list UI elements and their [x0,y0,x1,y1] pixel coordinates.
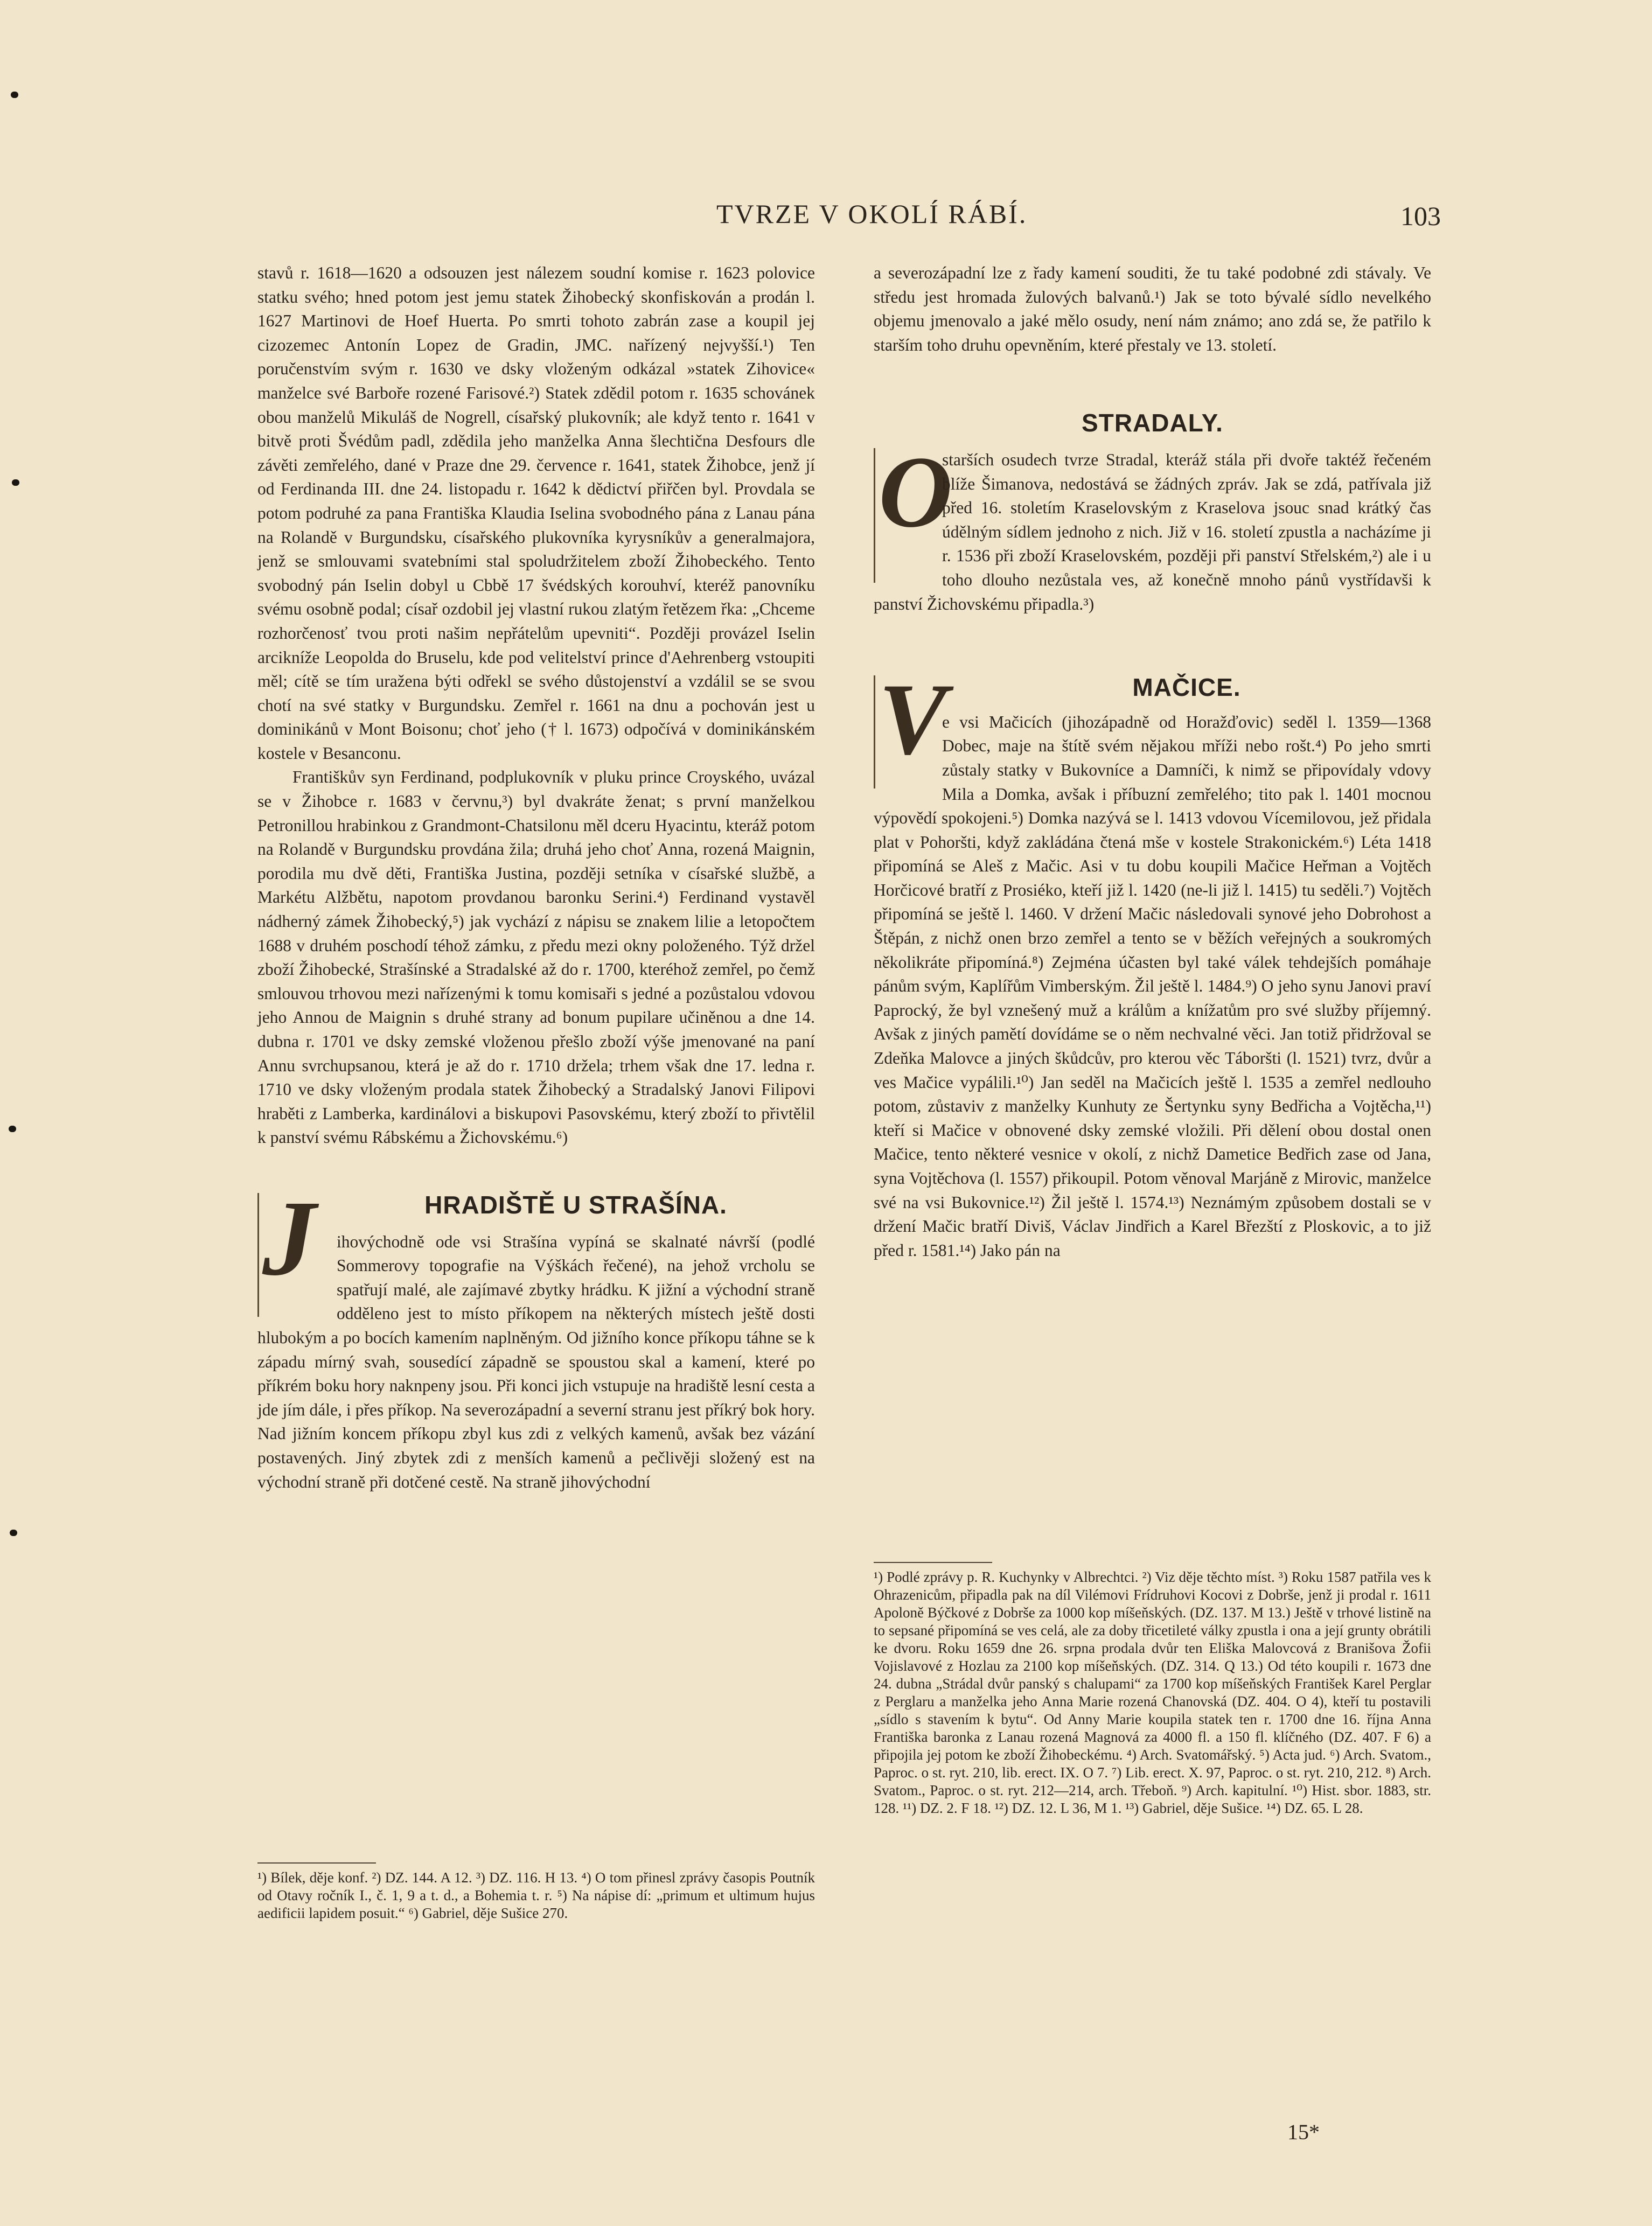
paragraph-hradiste-cont: a severozápadní lze z řady kamení souditi, že tu také podobné zdi stávaly. Ve středu jest hromada žulových balvanů.¹) Jak se toto bývalé sídlo nevelkého objemu jmenovalo a jaké mělo osudy, není nám známo; ano zdá se, že patřilo k starším toho druhu opevněním, které přestaly ve 13. století. [874,263,1431,354]
right-column [874,261,1431,1262]
margin-speck [12,479,19,486]
left-column [257,261,815,1494]
page-header [0,198,1652,231]
footnote-rule [874,1562,992,1563]
dropcap-letter: O [874,448,932,583]
margin-speck [11,92,18,98]
footnotes-left: ¹) Bílek, děje konf. ²) DZ. 144. A 12. ³) DZ. 116. H 13. ⁴) O tom přinesl zprávy časopis Poutník od Otavy ročník I., č. 1, 9 a t. d., a Bohemia t. r. ⁵) Na nápise dí: „primum et ultimum hujus aedificii lapidem posuit.“ ⁶) Gabriel, děje Sušice 270. [257,1869,815,1921]
paragraph-stradaly: starších osudech tvrze Stradal, kteráž stála při dvoře taktéž řečeném blíže Šimanova, nedostává se žádných zpráv. Jak se zdá, patřívala již před 16. stoletím Kraselovským z Kraselova jsouc snad krátký čas údělným sídlem jednoho z nich. Již v 16. století zpustla a nacházíme ji r. 1536 při zboží Kraselovském, později při panství Střelském,²) ale i u toho dlouho nezůstala ves, až konečně mnoho pánů vystřídavši k panství Žichovskému připadla.³) [874,450,1431,613]
dropcap-letter: V [874,675,932,788]
margin-speck [9,1126,16,1132]
section-macice [874,663,1431,1262]
page-number: 103 [1400,201,1441,231]
section-hradiste [257,1178,815,1494]
paragraph-zihobce-history: stavů r. 1618—1620 a odsouzen jest nálezem soudní komise r. 1623 polovice statku svého; hned potom jest jemu statek Žihobecký skonfiskován a prodán l. 1627 Martinovi de Hoef Huerta. Po smrti tohoto zabrán zase a koupil jej cizozemec Antonín Lopez de Gradin, JMC. nařízený nejvyšší.¹) Ten poručenstvím svým r. 1630 ve dsky vloženým odkázal »statek Zihovice« manželce své Barboře rozené Farisové.²) Statek zdědil potom r. 1635 schovánek obou manželů Mikuláš de Nogrell, císařský plukovník; ale když tento r. 1641 v bitvě proti Švédům padl, zdědila jeho manželka Anna šlechtična Desfours dle závěti zemřelého, dané v Praze dne 29. července r. 1641, statek Žihobce, jenž jí od Ferdinanda III. dne 24. listopadu r. 1642 k dědictví přiřčen byl. Provdala se potom podruhé za pana Františka Klaudia Iselina svobodného pána z Lanau pána na Rolandě v Burgundsku, císařského plukovníka kyrysníkův a generalmajora, jenž se smlouvami svatebními stal spoludržitelem zboží Žihobeckého. Tento svobodný pán Iselin dobyl u Cbbě 17 švédských korouhví, kteréž panovníku svému osobně podal; císař ozdobil jej vlastní rukou zlatým řetězem řka: „Chceme rozhorčenosť tvou proti našim nepřátelům upevniti“. Později provázel Iselin arcikníže Leopolda do Bruselu, kde pod velitelství prince d'Aehrenberg vstoupiti měl; cítě se tím uražena býti odřekl se svého důstojenství a vzdálil se se svou chotí na své statky v Burgundsku. Zemřel r. 1661 na dnu a pochován jest u dominikánů v Mont Boisonu; choť jeho († l. 1673) odpočívá v dominikánském kostele v Besanconu. [257,263,815,763]
running-title: TVRZE V OKOLÍ RÁBÍ. [716,199,1028,229]
footnote-rule [257,1862,376,1864]
section-title-macice: MAČICE. [1132,673,1241,702]
dropcap-letter: J [257,1193,327,1317]
footnotes-right: ¹) Podlé zprávy p. R. Kuchynky v Albrechtci. ²) Viz děje těchto míst. ³) Roku 1587 patřila ves k Ohrazenicům, připadla pak na díl Vilémovi Frídruhovi Kocovi z Dobrše, jenž ji prodal r. 1611 Apoloně Býčkové z Dobrše za 1000 kop míšeňských. (DZ. 137. M 13.) Ještě v trhové listině na to sepsané připomíná se ves celá, ale za doby třicetileté války zpustla i ona a její grunty obrátili ke dvoru. Roku 1659 dne 26. srpna prodala dvůr ten Eliška Malovcová z Branišova Žofii Vojislavové z Hozlau za 2100 kop míšeňských. (DZ. 314. Q 13.) Od této koupili r. 1673 dne 24. dubna „Strádal dvůr panský s chalupami“ za 1700 kop míšeňských František Karel Perglar z Perglaru a manželka jeho Anna Marie rozená Chanovská (DZ. 404. O 4), kteří tu postavili „sídlo s stavením k bytu“. Od Anny Marie koupila statek ten r. 1700 dne 16. října Anna Františka baronka z Lanau rozená Magnová za 4000 fl. a 150 fl. klíčného (DZ. 407. F 6) a připojila jej potom ke zboží Žihobeckému. ⁴) Arch. Svatomářský. ⁵) Acta jud. ⁶) Arch. Svatom., Paproc. o st. ryt. 210, lib. erect. IX. O 7. ⁷) Lib. erect. X. 97, Paproc. o st. ryt. 210, 212. ⁸) Arch. Svatom., Paproc. o st. ryt. 212—214, arch. Třeboň. ⁹) Arch. kapitulní. ¹⁰) Hist. sbor. 1883, str. 128. ¹¹) DZ. 2. F 18. ¹²) DZ. 12. L 36, M 1. ¹³) Gabriel, děje Sušice. ¹⁴) DZ. 65. L 28. [874,1569,1431,1816]
paragraph-hradiste: ihovýchodně ode vsi Strašína vypíná se skalnaté návrší (podlé Sommerovy topografie na Výškách řečené), na jehož vrcholu se spatřují malé, ale zajímavé zbytky hrádku. K jižní a východní straně odděleno jest to místo příkopem na některých místech ještě dosti hlubokým a po bocích kamením naplněným. Od jižního konce příkopu táhne se k západu mírný svah, sousedící západně se spoustou skal a kamení, které po příkrém boku hory naknpeny jsou. Při konci jich vstupuje na hradiště lesní cesta a jde jím dále, i přes příkop. Na severozápadní a severní stranu jest příkrý bok hory. Nad jižním koncem příkopu zbyl kus zdi z velkých kamenů, avšak bez vázání postavených. Jiný zbytek zdi z menších kamenů a pečlivěji složený est na východní straně při dotčené cestě. Na straně jihovýchodní [257,1232,815,1491]
section-title-stradaly: STRADALY. [1082,409,1223,437]
margin-speck [10,1530,17,1536]
signature-mark: 15* [1287,2120,1320,2144]
section-title-hradiste: HRADIŠTĚ U STRAŠÍNA. [424,1190,727,1219]
paragraph-macice: e vsi Mačicích (jihozápadně od Horažďovic) seděl l. 1359—1368 Dobec, maje na štítě svém nějakou mříži nebo rošt.⁴) Po jeho smrti zůstaly statky v Bukovníce a Damníči, k nimž se připovídaly vdovy Mila a Domka, avšak i příbuzní zemřelého; tito pak l. 1401 mocnou výpovědí spokojeni.⁵) Domka nazývá se l. 1413 vdovou Vícemilovou, jež přidala plat v Pohoršti, když zakládána čtená mše v kostele Strakonickém.⁶) Léta 1418 připomíná se Aleš z Mačic. Asi v tu dobu koupili Mačice Heřman a Vojtěch Horčicové bratří z Prosiéko, kteří již l. 1420 (ne-li již l. 1415) tu seděli.⁷) Vojtěch připomíná se ještě l. 1460. V držení Mačic následovali synové jeho Dobrohost a Štěpán, z nichž onen brzo zemřel a tento se v běžích veřejných a soukromých několikráte připomíná.⁸) Zejména účasten byl také válek tehdejších pomáhaje pánům svým, Kaplířům Vimberským. Žil ještě l. 1484.⁹) O jeho synu Janovi praví Paprocký, že byl vznešený muž a králům a knížatům pro své služby příjemný. Avšak z jiných pamětí dovídáme se o něm nechvalné věci. Jan totiž přidržoval se Zdeňka Malovce a jiných škůdcův, pro kterou věc Táboršti (l. 1521) tvrz, dvůr a ves Mačice vypálili.¹⁰) Jan seděl na Mačicích ještě l. 1535 a zemřel nedlouho potom, zůstaviv z manželky Kunhuty ze Šertynku syny Bedřicha a Vojtěcha,¹¹) kteří si Mačice v obnovené dsky zemské vložili. Při dělení obou dostal onen Mačice, tento některé vesnice v okolí, z nichž Dametice Bedřich zase od Jana, syna Vojtěchova (l. 1557) přikoupil. Potom věnoval Marjáně z Mirovic, manželce své na vsi Bukovnice.¹²) Žil ještě l. 1574.¹³) Neznámým způsobem dostali se v držení Mačic bratří Diviš, Václav Jindřich a Karel Březští z Ploskovic, a to již před r. 1581.¹⁴) Jako pán na [874,712,1431,1260]
paragraph-ferdinand: Františkův syn Ferdinand, podplukovník v pluku prince Croyského, uvázal se v Žihobce r. 1683 v červnu,³) byl dvakráte ženat; s první manželkou Petronillou hrabinkou z Grandmont-Chatsilonu měl dceru Hyacintu, kteráž potom na Rolandě v Burgundsku provdána žila; druhá jeho choť Anna, rozená Maignin, porodila mu dvě děti, Františka Justina, později setníka v císařské službě, a Markétu Alžbětu, napotom provdanou baronku Serini.⁴) Ferdinand vystavěl nádherný zámek Žihobecký,⁵) jak vychází z nápisu se znakem lilie a letopočtem 1688 v druhém poschodí téhož zámku, z předu mezi okny položeného. Týž držel zboží Žihobecké, Strašínské a Stradalské až do r. 1700, kteréhož zemřel, po čemž smlouvou trhovou mezi nařízenými k tomu komisaři s jedné a pozůstalou vdovou jeho Annou de Maignin s druhé strany ad bonum pupilare učiněnou a dne 14. dubna r. 1701 ve dsky zemské vloženou přešlo zboží výše jmenované na paní Annu svrchupsanou, která je až do r. 1710 držela; trhem však dne 17. ledna r. 1710 ve dsky vloženým prodala statek Žihobecký a Stradalský Janovi Filipovi hraběti z Lamberka, kardinálovi a biskupovi Pasovskému, který zboží to přivtělil k panství svému Rábskému a Žichovskému.⁶) [257,767,815,1147]
section-stradaly [874,435,1431,616]
